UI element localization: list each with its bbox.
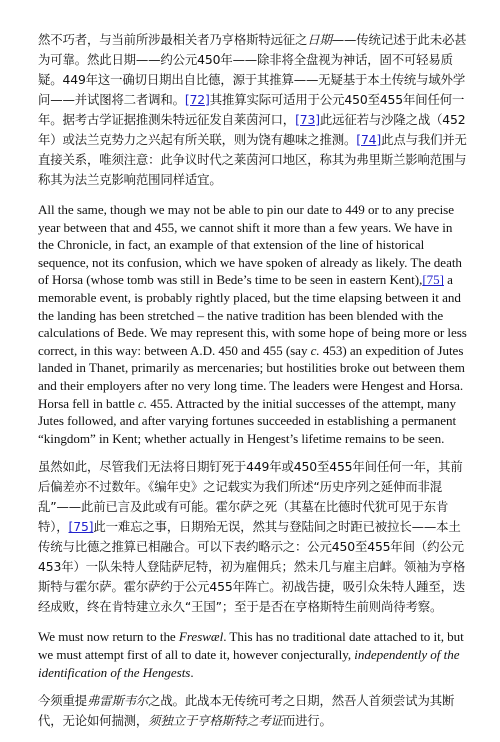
emphasis-text: Freswæl — [178, 629, 224, 645]
emphasis-text: independently of the identification of the Hengests — [38, 646, 460, 680]
footnote-link[interactable]: [74] — [356, 132, 382, 147]
text-run: a memorable event, is probably rightly placed, but the time elapsing between it and the landing has been stretched – the native tradition has been blended with the calculations of Bede. We may represent this, with some hope of being more or less correct, in this way: between A.D. 450 and 455 (say — [38, 272, 467, 358]
text-run: ——传统记述于此未必甚为可靠。然此日期——约公元450年——除非将全盘视为神话，固不可轻易质疑。449年这一确切日期出自比德，源于其推算——无疑基于本土传统与域外学问——并试图将二者调和。 — [38, 32, 467, 107]
footnote-link[interactable]: [73] — [295, 112, 320, 127]
emphasis-text: 须独立于亨格斯特之考证 — [148, 713, 283, 729]
text-run: 今须重提 — [38, 693, 87, 709]
text-run: 453) an expedition of Jutes landed in Thanet, primarily as mercenaries; but hostilities broke out between them and their employers after no very long time. The leaders were Hengest and Horsa. Horsa fell in battle — [38, 342, 465, 411]
text-run: 其推算实际可适用于公元450至455年间任何一年。据考古学证据推测朱特远征发自莱茵河口， — [38, 92, 465, 127]
text-run: . This has no traditional date attached to it, but we must attempt first of all to date it, however conjecturally, — [38, 629, 464, 662]
emphasis-text: c. — [138, 395, 148, 411]
footnote-link[interactable]: [75] — [68, 519, 94, 535]
emphasis-text: c. — [310, 342, 320, 358]
text-run: 虽然如此，尽管我们无法将日期钉死于449年或450至455年间任何一年，其前后偏差亦不过数年。《编年史》之记载实为我们所述“历史序列之延伸而非混乱”——此前已言及此或有可能。霍尔萨之死（其墓在比德时代犹可见于东肯特）， — [38, 459, 463, 535]
paragraph-zh-2 — [38, 457, 470, 617]
text-run: 此远征若与沙隆之战（452年）或法兰克势力之兴起有所关联，则为饶有趣味之推测。 — [38, 112, 466, 147]
footnote-link[interactable]: [72] — [184, 92, 210, 107]
paragraph-en-1 — [38, 201, 470, 447]
text-run: 此一难忘之事，日期殆无误，然其与登陆间之时距已被拉长——本土传统与比德之推算已相融合。可以下表约略示之：公元450至455年间（约公元453年）一队朱特人登陆萨尼特，初为雇佣兵；然未几与雇主启衅。领袖为亨格斯特与霍尔萨。霍尔萨约于公元455年阵亡。初战告捷，吸引众朱特人踵至，迭经成败，终在肯特建立永久“王国”；至于是否在亨格斯特生前则尚待考察。 — [38, 519, 466, 615]
emphasis-text: 弗雷斯韦尔 — [86, 693, 149, 709]
text-run: . — [190, 664, 194, 680]
text-run: We must now return to the — [38, 629, 179, 645]
emphasis-text: 日期 — [307, 32, 332, 47]
document-page — [38, 30, 470, 742]
text-run: 此点与我们并无直接关系，唯须注意：此争议时代之莱茵河口地区，称其为弗里斯兰影响范围与称其为法兰克影响范围同样适宜。 — [38, 132, 467, 187]
paragraph-en-2 — [38, 628, 470, 681]
paragraph-zh-3 — [38, 691, 470, 731]
text-run: 之战。此战本无传统可考之日期，然吾人首须尝试为其断代，无论如何揣测， — [38, 693, 455, 729]
footnote-link[interactable]: [75] — [422, 272, 444, 288]
text-run: All the same, though we may not be able to pin our date to 449 or to any precise year between that and 455, we cannot shift it more than a few years. We have in the Chronicle, in fact, an example of that extension of the line of historical sequence, not its confusion, which we have spoken of already as likely. The death of Horsa (whose tomb was still in Bede’s time to be seen in eastern Kent), — [38, 202, 462, 288]
paragraph-zh-1 — [38, 30, 470, 190]
text-run: 而进行。 — [282, 713, 332, 729]
text-run: 然不巧者，与当前所涉最相关者乃亨格斯特远征之 — [38, 32, 308, 47]
text-run: 455. Attracted by the initial successes of the attempt, many Jutes followed, and after varying fortunes succeeded in establishing a permanent “kingdom” in Kent; whether actually in Hengest’s lifetime remains to be seen. — [38, 395, 457, 446]
